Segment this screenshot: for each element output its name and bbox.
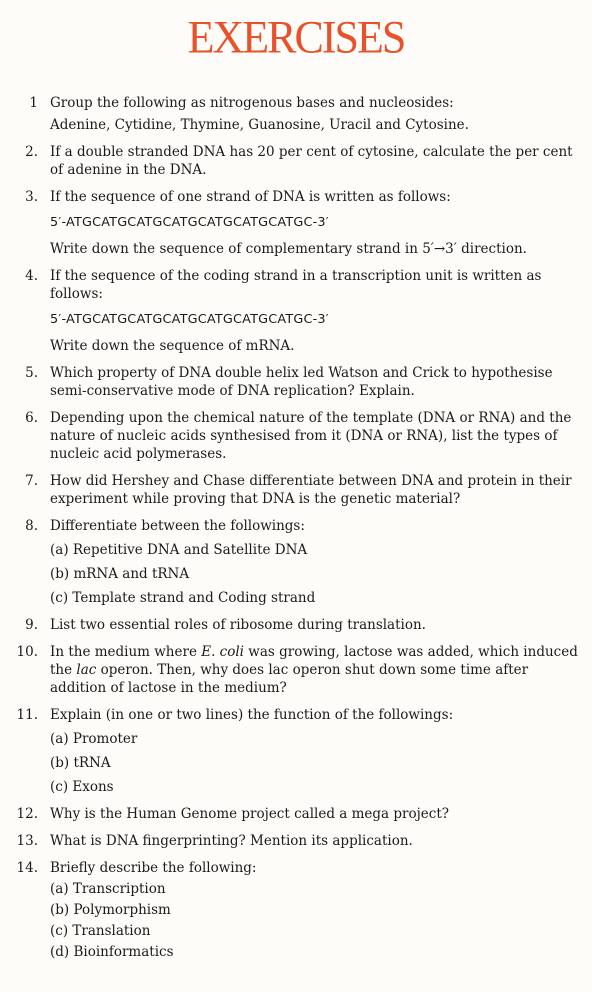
- exercise-item: [0, 517, 592, 607]
- exercise-subtext: Write down the sequence of mRNA.: [50, 338, 295, 354]
- exercise-text: If the sequence of the coding strand in a transcription unit is written as follows:: [50, 268, 542, 302]
- exercise-item: [0, 616, 592, 634]
- exercise-item: [0, 188, 592, 258]
- exercise-item: [0, 94, 592, 134]
- exercise-number: 8.: [25, 518, 38, 534]
- exercise-item: [0, 364, 592, 400]
- exercise-text: If a double stranded DNA has 20 per cent of cytosine, calculate the per cent of adenine in the DNA.: [50, 144, 573, 178]
- sub-item: (d) Bioinformatics: [50, 944, 174, 960]
- exercise-text: Which property of DNA double helix led Watson and Crick to hypothesise semi-conservative mode of DNA replication? Explain.: [50, 365, 553, 399]
- exercise-text: If the sequence of one strand of DNA is written as follows:: [50, 189, 451, 205]
- exercise-subtext: Write down the sequence of complementary strand in 5′→3′ direction.: [50, 241, 527, 257]
- exercise-subtext: Adenine, Cytidine, Thymine, Guanosine, Uracil and Cytosine.: [50, 117, 469, 133]
- sub-item: (b) tRNA: [50, 755, 111, 771]
- exercise-number: 5.: [25, 365, 38, 381]
- exercise-number: 9.: [25, 617, 38, 633]
- sub-item: (b) Polymorphism: [50, 902, 171, 918]
- sub-item: (a) Transcription: [50, 881, 166, 897]
- exercise-item: [0, 859, 592, 961]
- exercise-number: 10.: [16, 644, 38, 660]
- exercise-text: Why is the Human Genome project called a mega project?: [50, 806, 449, 822]
- exercise-item: [0, 472, 592, 508]
- exercise-number: 2.: [25, 144, 38, 160]
- exercise-text: In the medium where E. coli was growing, lactose was added, which induced the lac operon. Then, why does lac operon shut down some time after addition of lactose in the medium?: [50, 644, 578, 696]
- exercise-text: Explain (in one or two lines) the function of the followings:: [50, 707, 454, 723]
- sub-item: (b) mRNA and tRNA: [50, 566, 190, 582]
- exercise-number: 12.: [16, 806, 38, 822]
- exercise-number: 14.: [16, 860, 38, 876]
- sub-item: (a) Repetitive DNA and Satellite DNA: [50, 542, 308, 558]
- exercise-item: [0, 706, 592, 796]
- exercise-item: [0, 143, 592, 179]
- exercise-item: [0, 409, 592, 463]
- sub-item: (c) Translation: [50, 923, 151, 939]
- exercise-number: 7.: [25, 473, 38, 489]
- exercise-number: 13.: [16, 833, 38, 849]
- exercise-number: 6.: [25, 410, 38, 426]
- exercise-text: Group the following as nitrogenous bases and nucleosides:: [50, 95, 454, 111]
- sub-item: (a) Promoter: [50, 731, 138, 747]
- exercise-item: [0, 643, 592, 697]
- exercise-list: [0, 94, 592, 970]
- exercise-number: 3.: [25, 189, 38, 205]
- exercise-number: 11.: [16, 707, 38, 723]
- exercise-number: 1: [29, 95, 38, 111]
- page-title: EXERCISES: [187, 11, 405, 64]
- exercise-text: How did Hershey and Chase differentiate between DNA and protein in their experiment while proving that DNA is the genetic material?: [50, 473, 572, 507]
- exercise-number: 4.: [25, 268, 38, 284]
- exercise-text: What is DNA fingerprinting? Mention its application.: [50, 833, 413, 849]
- sub-item: (c) Template strand and Coding strand: [50, 590, 316, 606]
- exercise-text: Differentiate between the followings:: [50, 518, 305, 534]
- exercise-item: [0, 805, 592, 823]
- exercise-item: [0, 832, 592, 850]
- dna-sequence: 5′-ATGCATGCATGCATGCATGCATGCATGC-3′: [50, 215, 329, 230]
- dna-sequence: 5′-ATGCATGCATGCATGCATGCATGCATGC-3′: [50, 312, 329, 327]
- sub-item: (c) Exons: [50, 779, 114, 795]
- exercise-text: Briefly describe the following:: [50, 860, 257, 876]
- exercise-text: List two essential roles of ribosome during translation.: [50, 617, 426, 633]
- exercise-text: Depending upon the chemical nature of the template (DNA or RNA) and the nature of nucleic acids synthesised from it (DNA or RNA), list the types of nucleic acid polymerases.: [50, 410, 572, 462]
- exercise-item: [0, 267, 592, 355]
